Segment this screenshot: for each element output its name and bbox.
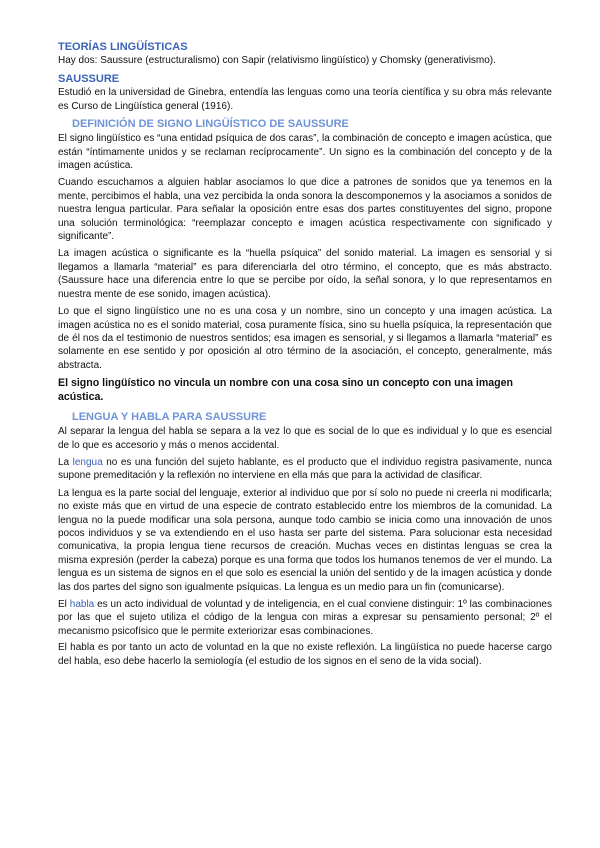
section-heading-saussure: SAUSSURE — [58, 73, 120, 86]
lengua-keyword: lengua — [72, 456, 103, 468]
definicion-paragraph-3: La imagen acústica o significante es la “huella psíquica” del sonido material. La imagen es sensorial y si llegamos a llamarla “material” es para diferenciarla del otro término, el concepto, que es más abstracto. (Saussure hace una diferencia entre lo que se percibe por oído, la señal sonora, y lo que representamos en nuestra mente de ese sonido, imagen acústica). — [58, 248, 552, 300]
definicion-paragraph-1: El signo lingüístico es “una entidad psíquica de dos caras”, la combinación de concepto e imagen acústica, que están “íntimamente unidos y se reclaman recíprocamente”. Un signo es la combinación del concepto y de la imagen acústica. — [58, 133, 552, 172]
subheading-lengua-habla: LENGUA Y HABLA PARA SAUSSURE — [72, 411, 267, 424]
lengua-habla-paragraph-1: Al separar la lengua del habla se separa a la vez lo que es social de lo que es individual y lo que es esencial de lo que es accesorio y más o menos accidental. — [58, 426, 552, 451]
habla-prefix: El — [58, 599, 70, 610]
definicion-paragraph-2: Cuando escuchamos a alguien hablar asociamos lo que dice a patrones de sonidos que ya tenemos en la mente, percibimos el habla, una vez percibida la onda sonora la descomponemos y la asociamos a sonidos de nuestra lengua particular. Para señalar la oposición entre esas dos partes constituyentes del signo, propone una solución terminológica: “reemplazar concepto e imagen acústica respectivamente con significado y significante”. — [58, 177, 552, 243]
habla-rest: es un acto individual de voluntad y de inteligencia, en el cual conviene distinguir: 1º las combinaciones por las que el sujeto utiliza el código de la lengua con miras a expresar su pensamiento personal; 2º el mecanismo psicofísico que le permite exteriorizar esas combinaciones. — [58, 599, 552, 637]
lengua-social-paragraph: La lengua es la parte social del lenguaje, exterior al individuo que por sí solo no puede ni creerla ni modificarla; no existe más que en virtud de una especie de contrato establecido entre los miembros de la comunidad. La lengua no la puede modificar una sola persona, aunque todo cambio se inicia como una innovación de unos pocos individuos y se va extendiendo en el uso hasta ser parte del sistema. Para solucionar esta necesidad comunicativa, la propia lengua tiene recursos de creación. Muchas veces en distintas lenguas se crea la misma expresión (perder la cabeza) porque es una forma que todos los humanos tenemos de ver el mundo. La lengua es un sistema de signos en el que solo es esencial la unión del sentido y de la imagen acústica y donde las dos partes del signo son igualmente psíquicas. La lengua es un medio para un fin (comunicarse). — [58, 487, 552, 593]
lengua-rest: no es una función del sujeto hablante, es el producto que el individuo registra pasivamente, nunca supone premeditación y la reflexión no interviene en ella más que para la actividad de clasificar. — [58, 456, 552, 482]
habla-keyword: habla — [69, 599, 95, 610]
habla-paragraph — [58, 598, 552, 638]
definicion-key-statement: El signo lingüístico no vincula un nombre con una cosa sino un concepto con una imagen acústica. — [58, 377, 513, 404]
page-title: TEORÍAS LINGÜÍSTICAS — [58, 41, 188, 53]
subheading-definicion: DEFINICIÓN DE SIGNO LINGÜÍSTICO DE SAUSSURE — [72, 118, 349, 131]
habla-conclusion-paragraph: El habla es por tanto un acto de voluntad en la que no existe reflexión. La lingüística no puede hacerse cargo del habla, eso debe hacerlo la semiología (el estudio de los signos en el seno de la vida social). — [58, 642, 552, 667]
intro-paragraph: Hay dos: Saussure (estructuralismo) con Sapir (relativismo lingüístico) y Chomsky (generativismo). — [58, 55, 496, 66]
definicion-paragraph-4: Lo que el signo lingüístico une no es una cosa y un nombre, sino un concepto y una imagen acústica. La imagen acústica no es el sonido material, cosa puramente física, sino su huella psíquica, la representación que de él nos da el testimonio de nuestros sentidos; esa imagen es sensorial, y si llegamos a llamarla “material” es solamente en ese sentido y por oposición al otro término de la asociación, el concepto, generalmente, más abstracta. — [58, 306, 552, 371]
lengua-prefix: La — [58, 456, 73, 468]
saussure-paragraph: Estudió en la universidad de Ginebra, entendía las lenguas como una teoría científica y su obra más relevante es Curso de Lingüística general (1916). — [58, 87, 552, 112]
lengua-paragraph — [58, 456, 552, 483]
